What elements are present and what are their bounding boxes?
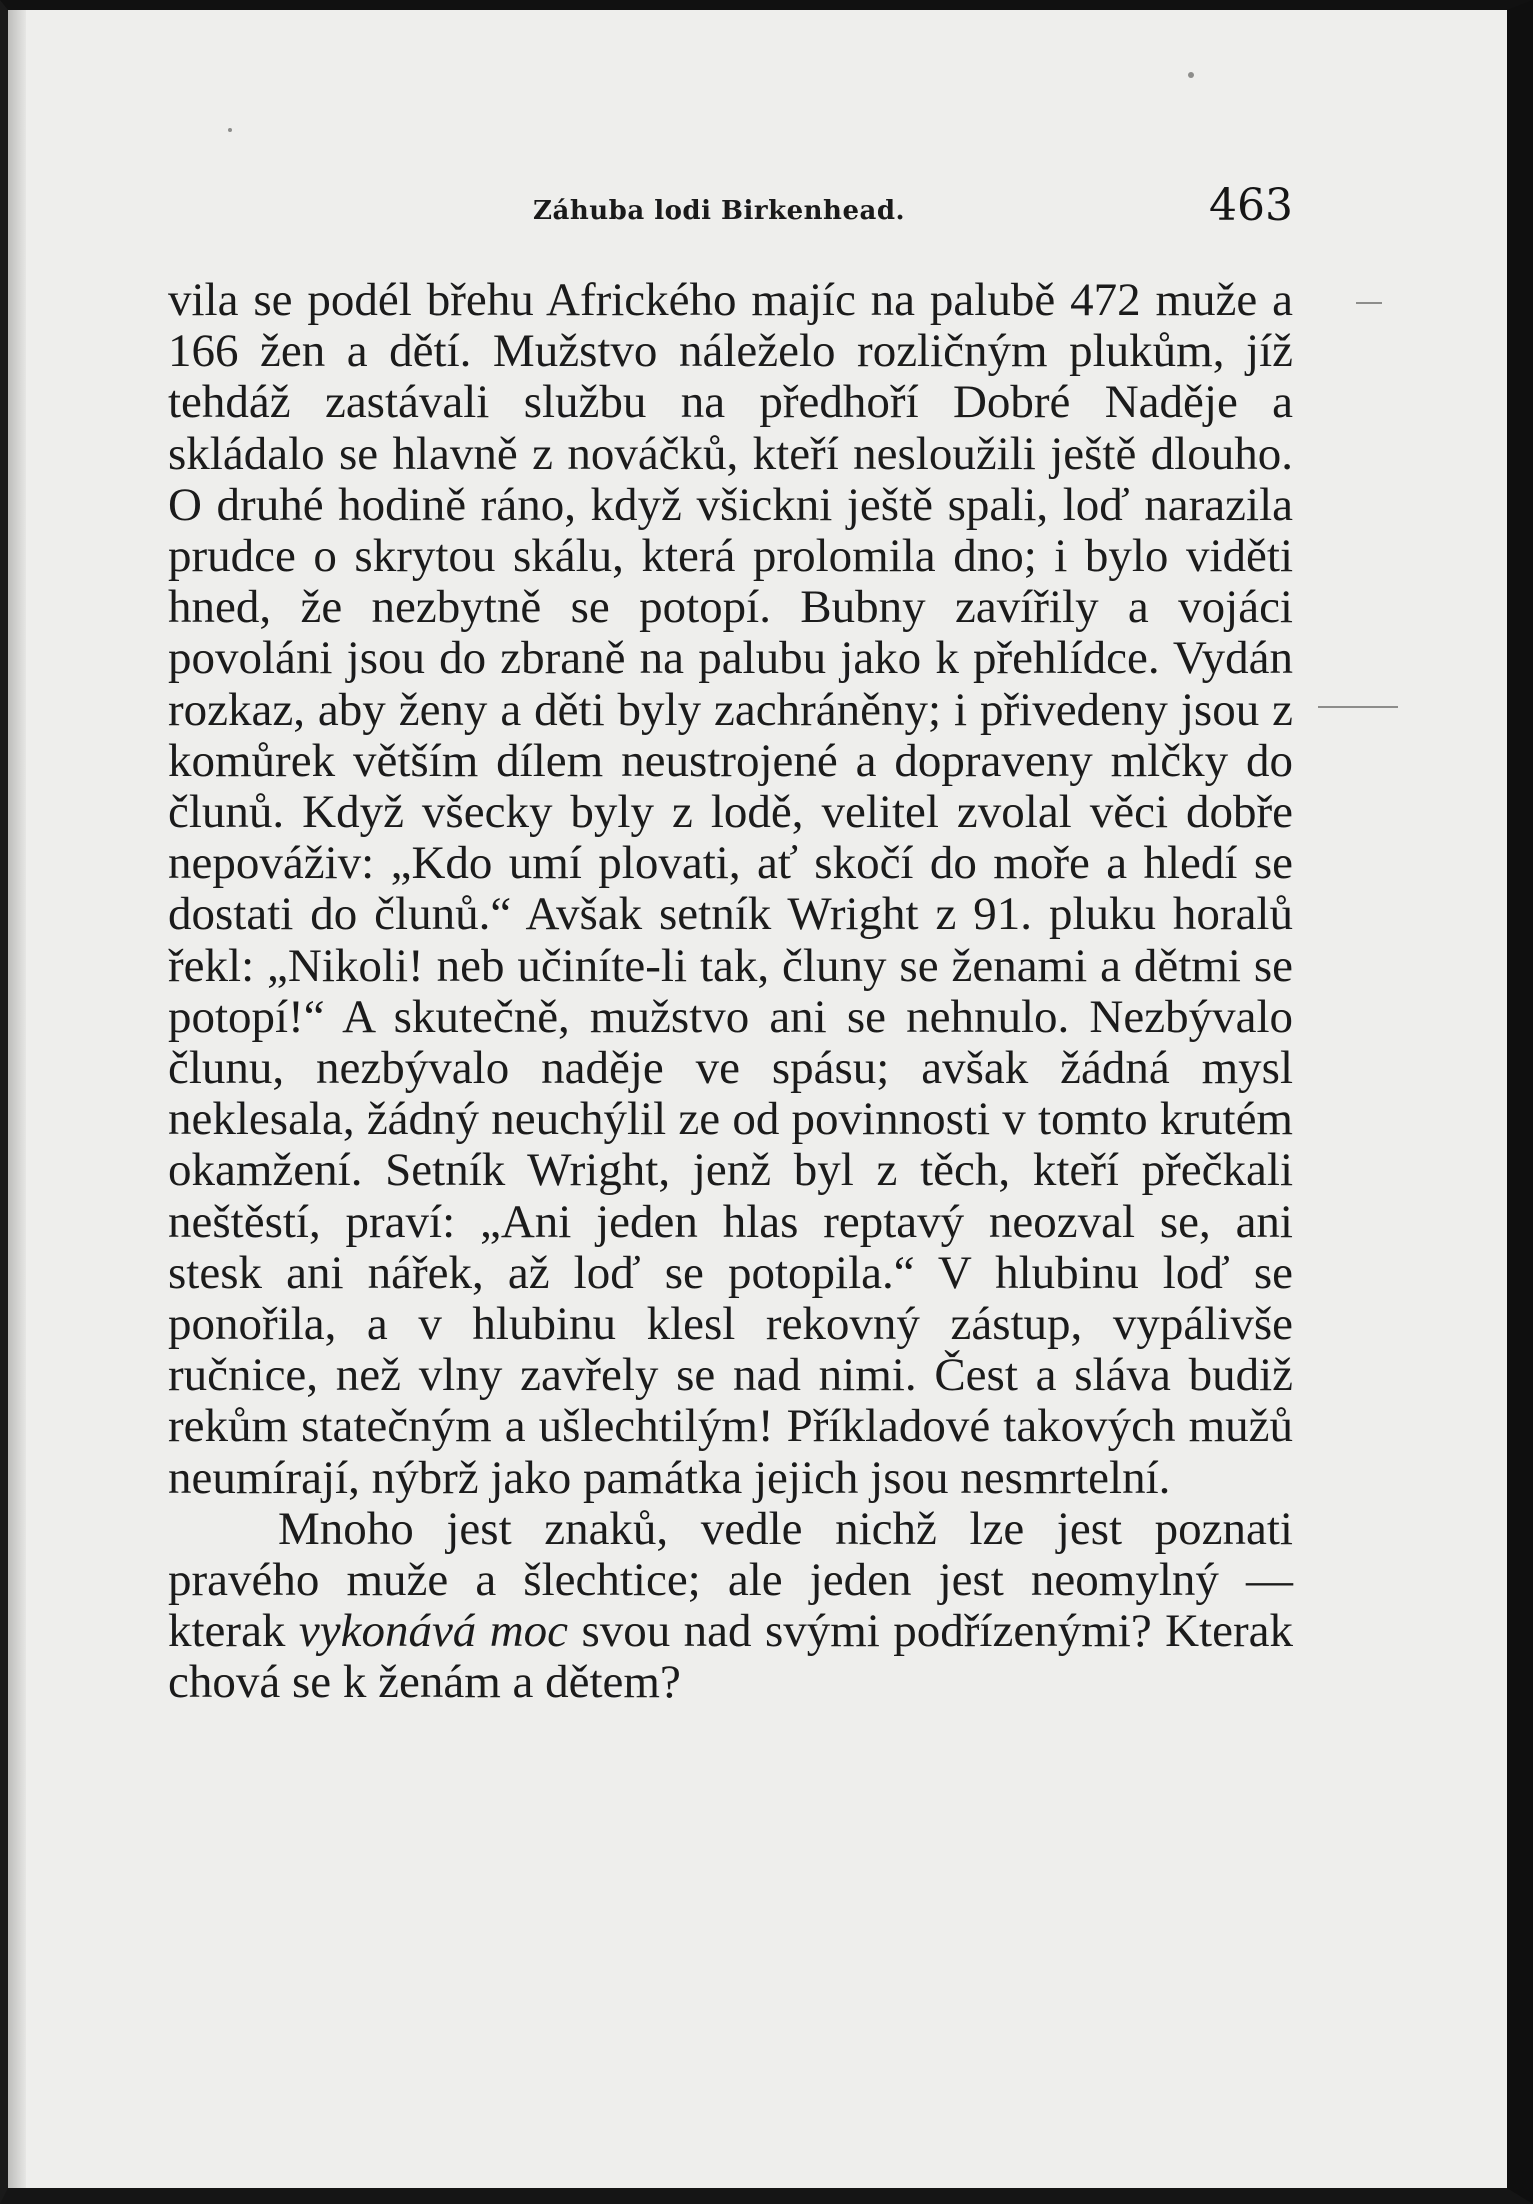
page-spine-shadow <box>8 10 26 2188</box>
print-speck <box>228 128 232 132</box>
paragraph-2-emphasis: vykonává moc <box>298 1605 569 1658</box>
page-body <box>168 275 1293 1709</box>
page-header <box>168 178 1293 238</box>
paragraph-2 <box>168 1504 1293 1709</box>
paragraph-2-text-start: Mnoho jest znaků, vedle nichž lze jest poznati pravého muže a šlechtice; ale jeden jest neomylný — kterak <box>168 1502 1293 1658</box>
paragraph-1: vila se podél břehu Afrického majíc na palubě 472 muže a 166 žen a dětí. Mužstvo náleželo rozličným plukům, jíž tehdáž zastávali službu na předhoří Dobré Naděje a skládalo se hlavně z nováčků, kteří nesloužili ještě dlouho. O druhé hodině ráno, když všickni ještě spali, loď narazila prudce o skrytou skálu, která prolomila dno; i bylo viděti hned, že nezbytně se potopí. Bubny zavířily a vojáci povoláni jsou do zbraně na palubu jako k přehlídce. Vydán rozkaz, aby ženy a děti byly zachráněny; i přivedeny jsou z komůrek větším dílem neustrojené a dopraveny mlčky do člunů. Když všecky byly z lodě, velitel zvolal věci dobře nepováživ: „Kdo umí plovati, ať skočí do moře a hledí se dostati do člunů.“ Avšak setník Wright z 91. pluku horalů řekl: „Nikoli! neb učiníte-li tak, čluny se ženami a dětmi se potopí!“ A skutečně, mužstvo ani se nehnulo. Nezbývalo člunu, nezbývalo naděje ve spásu; avšak žádná mysl neklesala, žádný neuchýlil ze od povinnosti v tomto krutém okamžení. Setník Wright, jenž byl z těch, kteří přečkali neštěstí, praví: „Ani jeden hlas reptavý neozval se, ani stesk ani nářek, až loď se potopila.“ V hlubinu loď se ponořila, a v hlubinu klesl rekovný zástup, vypálivše ručnice, než vlny zavřely se nad nimi. Čest a sláva budiž rekům statečným a ušlechtilým! Příkladové takových mužů neumírají, nýbrž jako památka jejich jsou nesmrtelní. <box>168 274 1293 1504</box>
print-speck <box>1356 302 1382 304</box>
paragraph-2-text-end: svou nad svými podřízenými? Kterak chová se k ženám a dětem? <box>168 1605 1293 1709</box>
print-speck <box>1318 706 1398 708</box>
running-title: Záhuba lodi Birkenhead. <box>533 196 906 226</box>
page-number: 463 <box>1209 180 1293 231</box>
print-speck <box>1188 72 1194 78</box>
